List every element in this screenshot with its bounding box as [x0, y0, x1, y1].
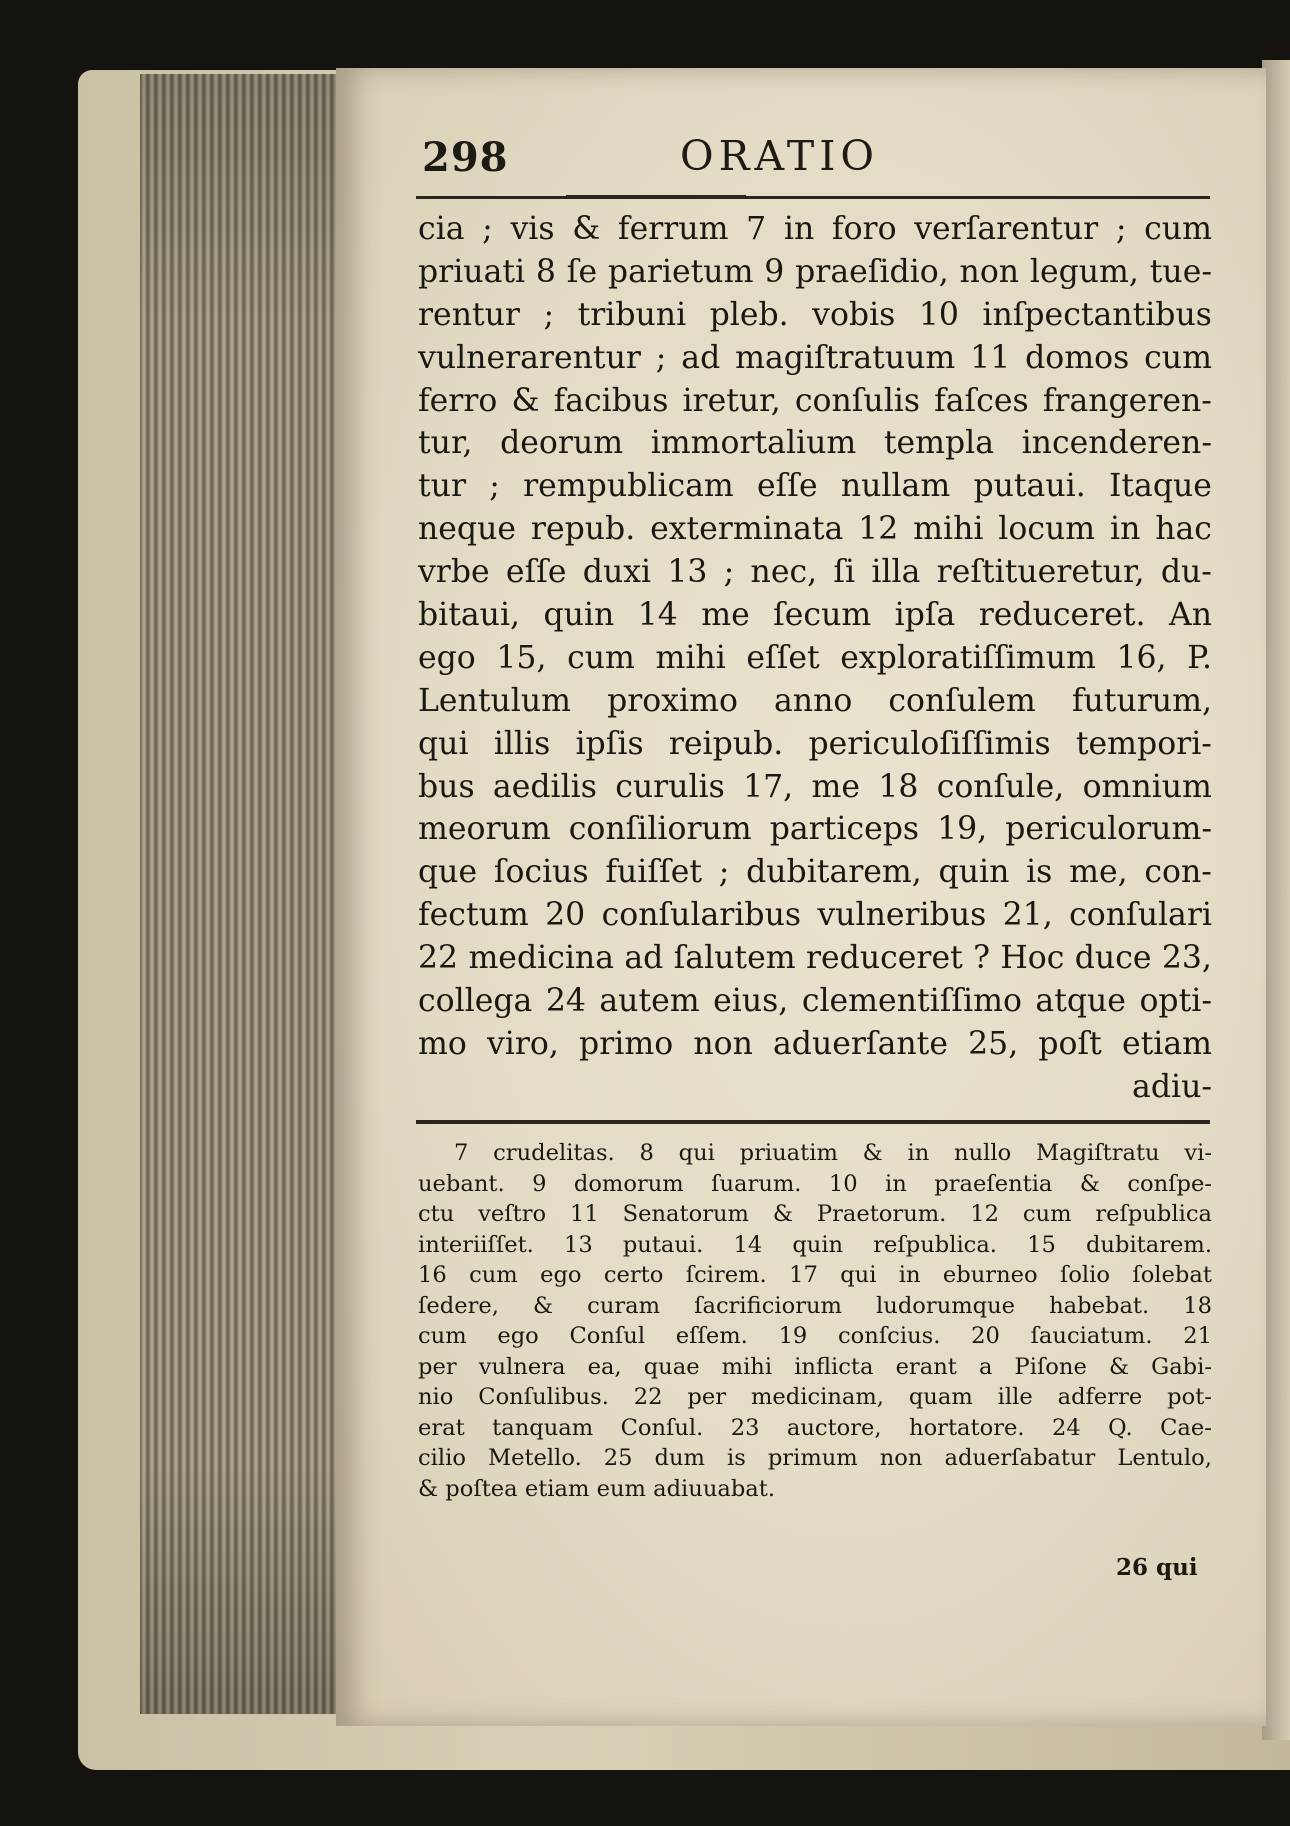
text-line: tur, deorum immortalium templa incenderen- — [418, 425, 1212, 462]
footnote-line: nio Conſulibus. 22 per medicinam, quam ille adferre pot- — [418, 1384, 1212, 1410]
book-page — [336, 68, 1266, 1726]
footnote-line: ctu veſtro 11 Senatorum & Praetorum. 12 cum reſpublica — [418, 1201, 1212, 1227]
text-line: tur ; rempublicam eſſe nullam putaui. Itaque — [418, 468, 1212, 505]
text-line: neque repub. exterminata 12 mihi locum in hac — [418, 511, 1212, 548]
text-line: vulnerarentur ; ad magiſtratuum 11 domos cum — [418, 339, 1212, 376]
text-line: ego 15, cum mihi eſſet exploratiſſimum 16, P. — [418, 639, 1212, 676]
footnote-line: & poſtea etiam eum adiuuabat. — [418, 1475, 776, 1502]
text-line: priuati 8 ſe parietum 9 praeſidio, non legum, tue- — [418, 253, 1212, 290]
page-header — [422, 132, 1202, 192]
footnote-line: cum ego Conſul eſſem. 19 conſcius. 20 ſauciatum. 21 — [418, 1323, 1212, 1349]
text-line: collega 24 autem eius, clementiſſimo atque opti- — [418, 983, 1212, 1020]
footnote-line: erat tanquam Conſul. 23 auctore, hortatore. 24 Q. Cae- — [418, 1414, 1212, 1441]
text-line: qui illis ipſis reipub. periculoſiſſimis tempori- — [418, 725, 1212, 762]
footnote-line: cilio Metello. 25 dum is primum non aduerſabatur Lentulo, — [418, 1445, 1212, 1471]
text-line: bus aedilis curulis 17, me 18 conſule, omnium — [418, 768, 1212, 805]
footnote-line: ſedere, & curam ſacrificiorum ludorumque habebat. 18 — [418, 1292, 1212, 1319]
footnote-rule — [416, 1120, 1210, 1124]
text-line: ferro & facibus iretur, conſulis faſces frangeren- — [418, 382, 1212, 419]
adjacent-page-edge — [1262, 60, 1290, 1740]
footnote-line: interiiſſet. 13 putaui. 14 quin reſpublica. 15 dubitarem. — [418, 1231, 1212, 1258]
header-rule — [416, 196, 1210, 199]
text-line: rentur ; tribuni pleb. vobis 10 inſpectantibus — [418, 296, 1212, 333]
footnotes — [418, 1138, 1212, 1504]
running-title: ORATIO — [680, 132, 880, 180]
text-line: mo viro, primo non aduerſante 25, poſt etiam — [418, 1025, 1212, 1062]
text-line: vrbe eſſe duxi 13 ; nec, ſi illa reſtitueretur, du- — [418, 554, 1212, 591]
text-line: que ſocius fuiſſet ; dubitarem, quin is me, con- — [418, 854, 1212, 891]
page-number: 298 — [422, 134, 509, 181]
text-line: meorum conſiliorum particeps 19, periculorum- — [418, 811, 1212, 848]
main-text — [418, 208, 1212, 1109]
footnote-line: 7 crudelitas. 8 qui priuatim & in nullo Magiſtratu vi- — [454, 1140, 1212, 1166]
page-edges — [140, 74, 339, 1714]
text-line: fectum 20 conſularibus vulneribus 21, conſulari — [418, 897, 1212, 934]
text-line: cia ; vis & ferrum 7 in foro verſarentur ; cum — [418, 211, 1212, 247]
text-line: bitaui, quin 14 me ſecum ipſa reduceret. An — [418, 597, 1212, 634]
text-line-catch: adiu- — [1132, 1068, 1212, 1105]
footnote-line: 16 cum ego certo ſcirem. 17 qui in eburneo ſolio ſolebat — [418, 1262, 1212, 1288]
footnote-line: per vulnera ea, quae mihi inflicta erant a Piſone & Gabi- — [418, 1353, 1212, 1380]
text-line: Lentulum proximo anno conſulem futurum, — [418, 682, 1212, 719]
footnote-line: uebant. 9 domorum ſuarum. 10 in praeſentia & conſpe- — [418, 1170, 1212, 1197]
catchword: 26 qui — [1116, 1554, 1198, 1581]
text-line: 22 medicina ad ſalutem reduceret ? Hoc duce 23, — [418, 940, 1212, 977]
